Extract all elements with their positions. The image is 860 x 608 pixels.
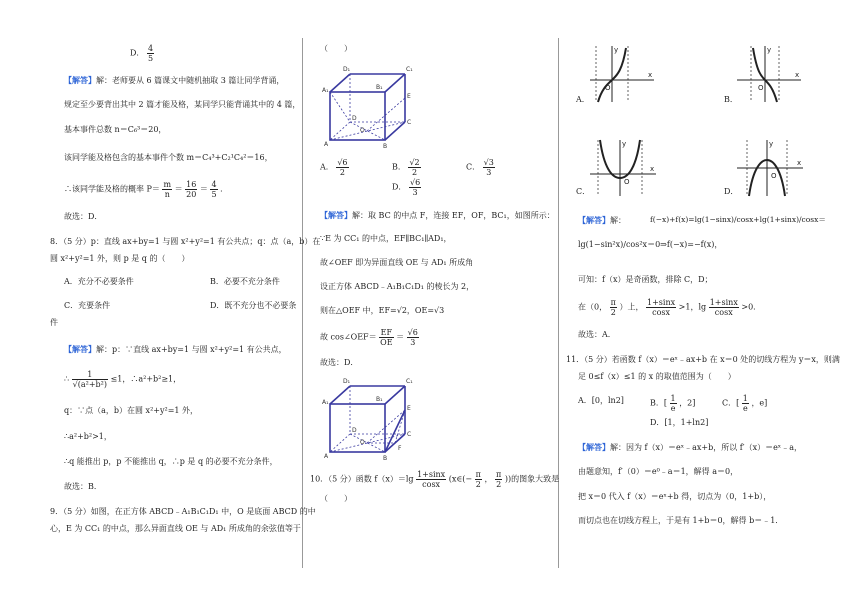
svg-text:D₁: D₁ xyxy=(343,66,351,73)
cosine-line: 故 cos∠OEF＝ $\frac{EF}{OE}$ ＝ $\frac{√6}{3}$ xyxy=(320,328,418,347)
svg-text:x: x xyxy=(795,71,800,79)
text-line: ∴q 能推出 p，p 不能推出 q，∴p 是 q 的必要不充分条件， xyxy=(64,457,278,466)
q9-option-d: D． $\frac{√6}{3}$ xyxy=(392,178,421,197)
svg-text:B₁: B₁ xyxy=(376,84,383,91)
probability-line: ∴该同学能及格的概率 P＝ $\frac{m}{n}$ ＝ $\frac{16}{20}$ ＝ $\frac{4}{5}$ ． xyxy=(64,180,229,199)
svg-text:A₁: A₁ xyxy=(322,399,329,406)
q9-option-c: C． $\frac{√3}{3}$ xyxy=(466,158,494,177)
option-a: A．充分不必要条件 xyxy=(64,277,134,286)
option-d: D． $\frac{4}{5}$ xyxy=(130,44,154,63)
svg-text:B₁: B₁ xyxy=(376,396,383,403)
svg-text:O: O xyxy=(771,172,777,180)
answer-11: 【解答】解：因为 f（x）＝eˣ﹣ax+b，所以 f′（x）＝eˣ﹣a， xyxy=(578,442,802,452)
graph-a xyxy=(588,44,658,104)
question-11: 11．（5 分）若函数 f（x）＝eˣ﹣ax+b 在 x＝0 处的切线方程为 y＝x，则满 xyxy=(566,355,840,364)
answer-8: 【解答】解：p：∵直线 ax+by=1 与圆 x²+y²=1 有公共点， xyxy=(64,344,287,354)
choice: 故选：A． xyxy=(578,330,616,339)
svg-text:D: D xyxy=(352,427,357,434)
svg-text:y: y xyxy=(767,46,772,54)
choice: 故选：B． xyxy=(64,482,102,491)
text-line: ∵E 为 CC₁ 的中点，EF∥BC₁∥AD₁， xyxy=(320,234,452,243)
text-line: q：∵点（a，b）在圆 x²+y²=1 外， xyxy=(64,406,199,415)
svg-text:O: O xyxy=(605,84,611,92)
graph-c xyxy=(588,138,660,198)
svg-text:E: E xyxy=(407,93,411,100)
graph-label-b: B． xyxy=(724,95,738,104)
text-line: 由题意知，f′（0）＝e⁰﹣a＝1，解得 a＝0， xyxy=(578,467,739,476)
question-9: 9．（5 分）如图，在正方体 ABCD﹣A₁B₁C₁D₁ 中，O 是底面 ABCD 的中 xyxy=(50,507,316,516)
text-line: 故∠OEF 即为异面直线 OE 与 AD₁ 所成角 xyxy=(320,258,474,267)
answer-9: 【解答】解：取 BC 的中点 F，连接 EF，OF，BC₁，如图所示： xyxy=(320,210,555,220)
svg-text:A: A xyxy=(324,453,329,460)
q11-option-d: D．[1，1+ln2] xyxy=(650,418,709,427)
text-line: 把 x＝0 代入 f（x）＝eˣ+b 得，切点为（0，1+b）， xyxy=(578,492,772,501)
text-line: 则在△OEF 中，EF=√2，OE=√3 xyxy=(320,306,445,315)
graph-label-d: D． xyxy=(724,187,739,196)
text-line: 基本事件总数 n＝C₆³＝20， xyxy=(64,125,167,134)
option-c: C．充要条件 xyxy=(64,301,111,310)
question-10: 10．（5 分）函数 f（x）＝lg $\frac{1+\sin x}{\cos x}$ (x∈(− $\frac{\pi}{2}$ ， $\frac{\pi}{2}$ ))的图象大致是 xyxy=(310,470,560,489)
q9-option-b: B． $\frac{√2}{2}$ xyxy=(392,158,420,177)
svg-text:C₁: C₁ xyxy=(406,378,413,385)
text-line: 可知：f（x）是奇函数，排除 C，D； xyxy=(578,275,713,284)
answer-10: 【解答】解： xyxy=(578,215,626,225)
answer-blank: （ ） xyxy=(320,44,352,53)
text-line: 设正方体 ABCD﹣A₁B₁C₁D₁ 的棱长为 2， xyxy=(320,282,475,291)
answer-blank: （ ） xyxy=(320,494,352,503)
svg-text:y: y xyxy=(622,140,627,148)
svg-text:E: E xyxy=(407,405,411,412)
svg-text:x: x xyxy=(650,165,655,173)
column-divider xyxy=(302,38,303,568)
text-line: 该同学能及格包含的基本事件个数 m＝C₄³+C₂¹C₄²＝16， xyxy=(64,153,273,162)
q11-option-b: B．[ $\frac{1}{e}$ ，2] xyxy=(650,394,696,413)
text-line: ∴a²+b²>1， xyxy=(64,432,112,441)
svg-text:B: B xyxy=(383,455,388,462)
text-line: lg(1−sin²x)/cos²x＝0⇒f(−x)=−f(x)， xyxy=(578,240,723,249)
svg-text:C₁: C₁ xyxy=(406,66,413,73)
text-line: 而切点也在切线方程上，于是有 1+b＝0，解得 b＝﹣1． xyxy=(578,516,784,525)
text-line: 心，E 为 CC₁ 的中点，那么异面直线 OE 与 AD₁ 所成角的余弦值等于 xyxy=(50,524,301,533)
q11-option-c: C．[ $\frac{1}{e}$ ，e] xyxy=(722,394,768,413)
svg-text:C: C xyxy=(407,119,412,126)
question-8: 8．（5 分）p：直线 ax+by=1 与圆 x²+y²=1 有公共点；q：点（a，b）在 xyxy=(50,237,321,246)
svg-text:D₁: D₁ xyxy=(343,378,351,385)
cube-figure xyxy=(310,62,420,150)
svg-text:x: x xyxy=(648,71,653,79)
graph-label-c: C． xyxy=(576,187,591,196)
q11-option-a: A．[0，ln2] xyxy=(578,396,624,405)
choice: 故选：D． xyxy=(64,212,103,221)
cube-figure-with-f xyxy=(310,374,420,462)
interval-line: 在（0， $\frac{\pi}{2}$ ）上， $\frac{1+\sin x}{\cos x}$ >1，lg $\frac{1+\sin x}{\cos x}$ >0． xyxy=(578,298,762,317)
choice: 故选：D． xyxy=(320,358,359,367)
graph-b xyxy=(735,44,805,104)
svg-text:B: B xyxy=(383,143,388,150)
svg-text:F: F xyxy=(398,445,402,452)
svg-text:O: O xyxy=(624,178,630,186)
text-line: 规定至少要背出其中 2 篇才能及格，某同学只能背诵其中的 4 篇， xyxy=(64,100,301,109)
graph-d xyxy=(735,138,807,198)
option-d: D．既不充分也不必要条 xyxy=(210,301,297,310)
graph-label-a: A． xyxy=(576,95,590,104)
svg-text:C: C xyxy=(407,431,412,438)
answer-7: 【解答】解：老师要从 6 篇课文中随机抽取 3 篇让同学背诵， xyxy=(64,75,285,85)
text-line: 足 0≤f（x）≤1 的 x 的取值范围为（ ） xyxy=(578,372,736,381)
inequality-line: ∴ $\frac{1}{\text{√(a²+b²)}}$ ≤1，∴a²+b²≥1， xyxy=(64,370,182,389)
svg-text:D: D xyxy=(352,115,357,122)
svg-text:O: O xyxy=(758,84,764,92)
option-b: B．必要不充分条件 xyxy=(210,277,280,286)
svg-text:y: y xyxy=(614,46,619,54)
svg-text:O: O xyxy=(360,439,365,446)
svg-text:A₁: A₁ xyxy=(322,87,329,94)
text-line: 圆 x²+y²=1 外，则 p 是 q 的（ ） xyxy=(50,254,190,263)
svg-text:A: A xyxy=(324,141,329,148)
q9-option-a: A． $\frac{√6}{2}$ xyxy=(320,158,348,177)
svg-text:x: x xyxy=(797,159,802,167)
svg-text:y: y xyxy=(769,140,774,148)
text-line: f(−x)+f(x)=lg(1−sinx)/cosx+lg(1+sinx)/cosx＝ xyxy=(650,215,826,224)
svg-text:O: O xyxy=(360,127,365,134)
text-line: 件 xyxy=(50,318,58,327)
